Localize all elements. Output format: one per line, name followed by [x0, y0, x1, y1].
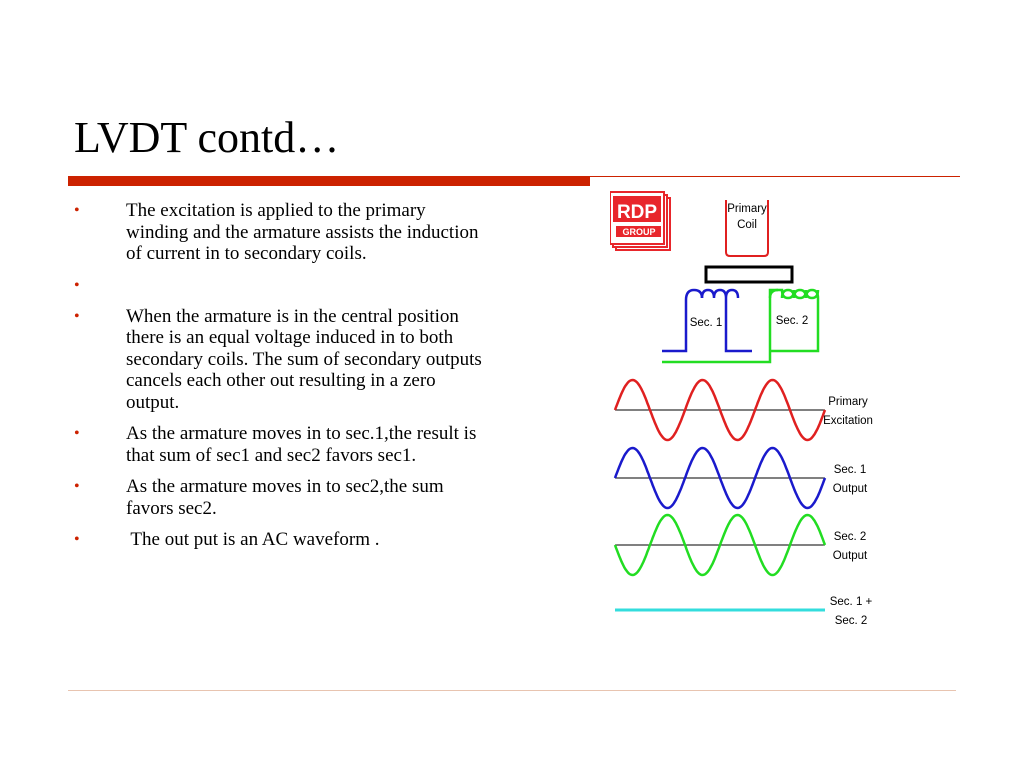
sec2-label: Sec. 2 [775, 315, 809, 327]
wave-label-primary-2: Excitation [823, 415, 873, 427]
bullet-marker: • [74, 478, 80, 495]
waveform-group [615, 380, 825, 610]
slide-title: LVDT contd… [74, 113, 340, 162]
bullet-item [70, 306, 490, 414]
bullet-marker: • [74, 307, 80, 325]
bullet-item [70, 476, 490, 519]
title-underline-thick [68, 176, 590, 186]
bullet-item [70, 529, 490, 551]
primary-coil-label-2: Coil [737, 219, 757, 231]
bullet-text: The excitation is applied to the primary winding and the armature assists the induction of current in to secondary coils. [126, 200, 479, 264]
bullet-text: The out put is an AC waveform . [126, 529, 380, 550]
primary-coil [726, 200, 768, 256]
wave-label-sec2-2: Output [832, 550, 868, 562]
bullet-list [70, 200, 490, 561]
rdp-logo [610, 192, 670, 250]
bullet-item [70, 423, 490, 466]
bullet-marker: • [74, 202, 80, 219]
wave-label-sec1-2: Output [832, 483, 868, 495]
wave-label-sec2-1: Sec. 2 [833, 531, 867, 543]
title-underline-thin [590, 176, 960, 177]
wave-label-sum-1: Sec. 1 + [829, 596, 873, 608]
bullet-text: When the armature is in the central position there is an equal voltage induced in to both secondary coils. The sum of secondary outputs cancels each other out resulting in a zero output. [126, 305, 482, 413]
sec1-label: Sec. 1 [689, 317, 723, 329]
bullet-marker: • [74, 425, 80, 442]
logo-text-top: RDP [616, 202, 658, 223]
bullet-marker: • [74, 531, 80, 548]
primary-coil-label-1: Primary [727, 203, 767, 215]
bullet-marker: • [74, 276, 80, 294]
sec1-coil [662, 290, 752, 351]
bullet-item [70, 200, 490, 265]
wave-label-primary-1: Primary [828, 396, 868, 408]
footer-rule [68, 690, 956, 691]
bullet-item [70, 275, 490, 296]
logo-text-bottom: GROUP [622, 227, 656, 237]
wave-label-sum-2: Sec. 2 [834, 615, 868, 627]
bullet-text: As the armature moves in to sec2,the sum favors sec2. [126, 476, 444, 519]
bullet-text: As the armature moves in to sec.1,the result is that sum of sec1 and sec2 favors sec1. [126, 423, 477, 466]
armature-core [706, 267, 792, 282]
lvdt-diagram [610, 190, 890, 640]
wave-label-sec1-1: Sec. 1 [833, 464, 867, 476]
